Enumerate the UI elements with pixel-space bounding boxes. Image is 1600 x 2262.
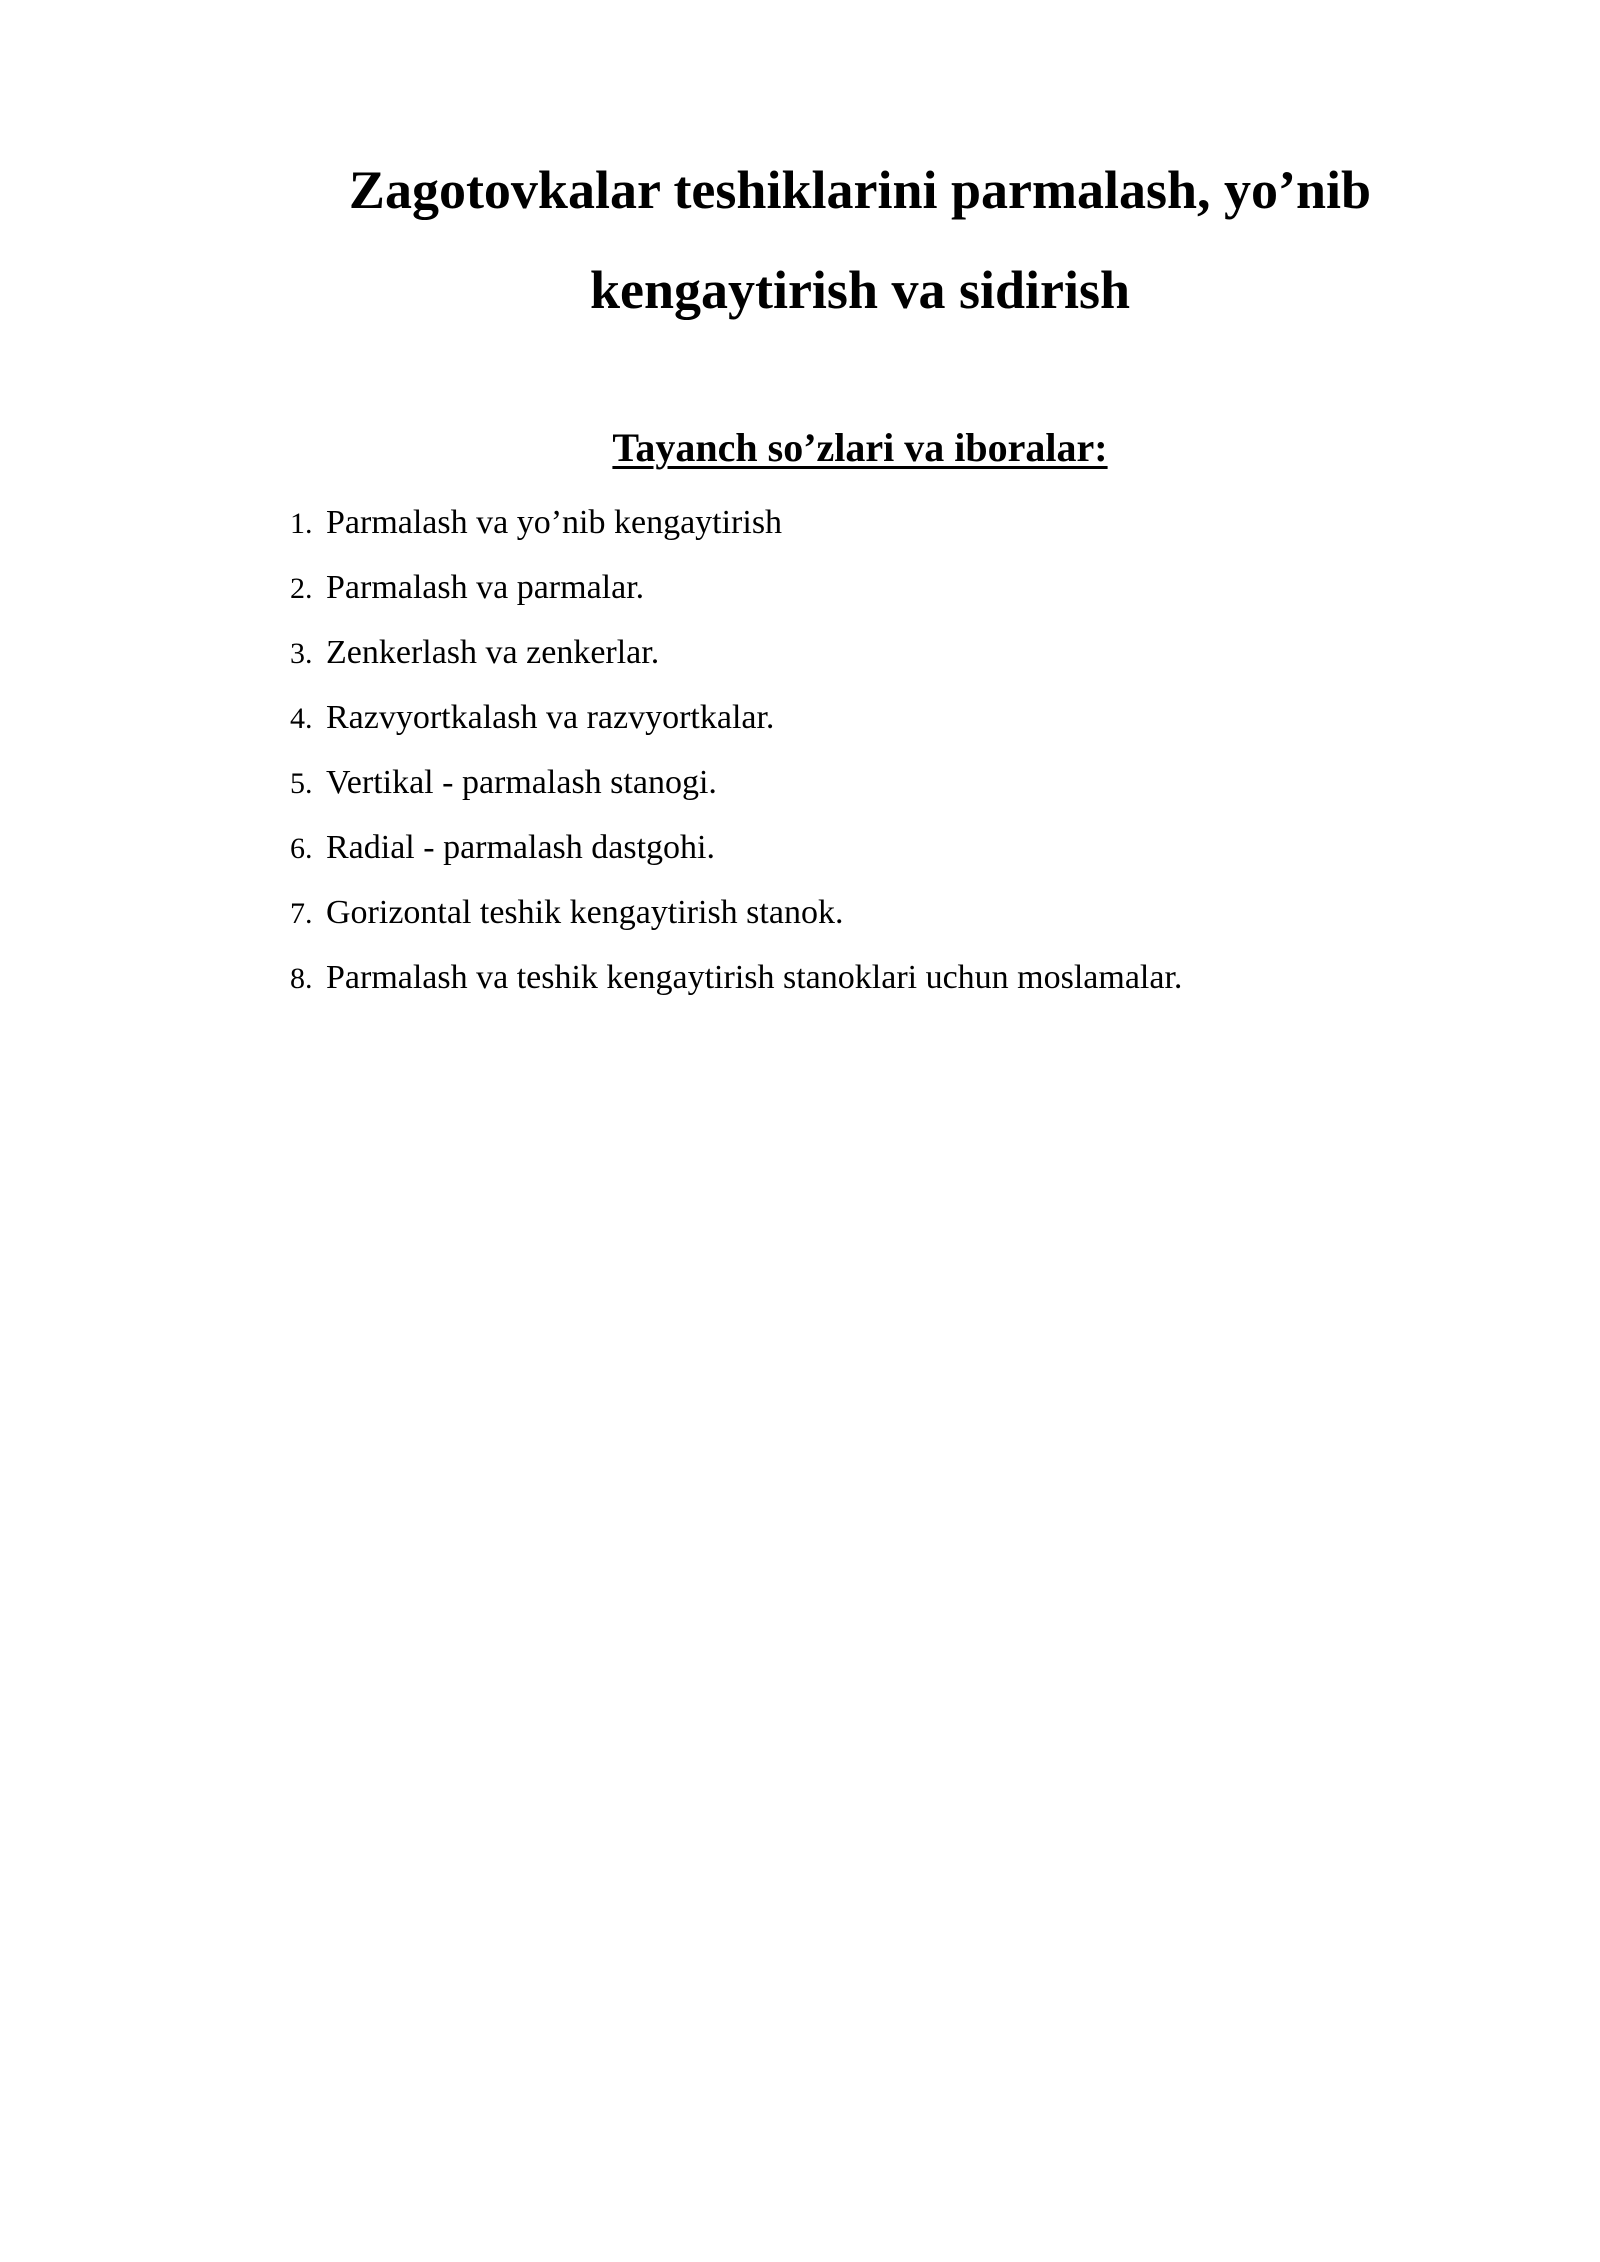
list-item-number: 5. xyxy=(290,767,313,800)
list-item xyxy=(290,490,1440,555)
list-item-text: Parmalash va yo’nib kengaytirish xyxy=(326,504,783,541)
keyword-list xyxy=(290,490,1440,1010)
list-item-text: Vertikal - parmalash stanogi. xyxy=(326,764,717,801)
list-item xyxy=(290,750,1440,815)
list-item-number: 4. xyxy=(290,702,313,735)
list-item xyxy=(290,555,1440,620)
list-item xyxy=(290,815,1440,880)
list-item-number: 2. xyxy=(290,572,313,605)
list-item-text: Zenkerlash va zenkerlar. xyxy=(326,634,660,671)
list-item-text: Parmalash va parmalar. xyxy=(326,569,645,606)
list-item-text: Razvyortkalash va razvyortkalar. xyxy=(326,699,775,736)
list-item-text: Parmalash va teshik kengaytirish stanoklari uchun moslamalar. xyxy=(326,959,1183,996)
list-item xyxy=(290,880,1440,945)
list-item xyxy=(290,620,1440,685)
list-item-text: Gorizontal teshik kengaytirish stanok. xyxy=(326,894,844,931)
list-item-number: 8. xyxy=(290,962,313,995)
list-item xyxy=(290,685,1440,750)
section-heading-text: Tayanch so’zlari va iboralar: xyxy=(612,425,1108,470)
list-item xyxy=(290,945,1440,1010)
list-item-number: 1. xyxy=(290,507,313,540)
list-item-number: 6. xyxy=(290,832,313,865)
document-title: Zagotovkalar teshiklarini parmalash, yo’nib kengaytirish va sidirish xyxy=(348,160,1372,320)
list-item-number: 3. xyxy=(290,637,313,670)
list-item-number: 7. xyxy=(290,897,313,930)
section-heading xyxy=(290,418,1430,478)
list-item-text: Radial - parmalash dastgohi. xyxy=(326,829,716,866)
